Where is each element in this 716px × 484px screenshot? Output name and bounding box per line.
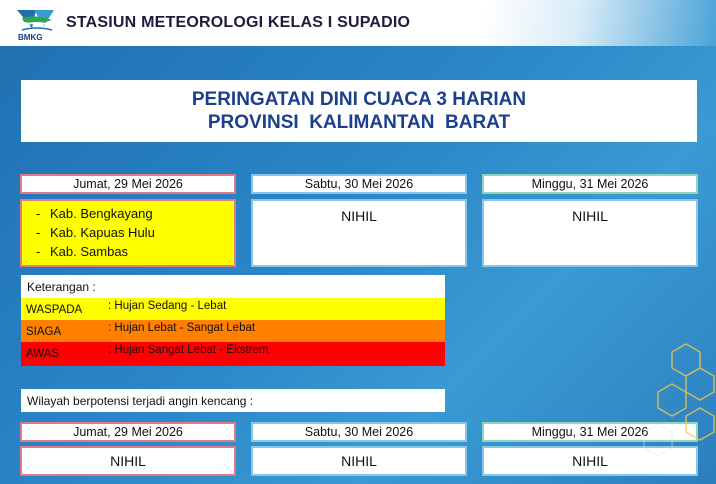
wind-day-header-2: Sabtu, 30 Mei 2026 (251, 422, 467, 442)
day-header-1: Jumat, 29 Mei 2026 (20, 174, 236, 194)
station-name: STASIUN METEOROLOGI KELAS I SUPADIO (66, 14, 411, 31)
region-item: - Kab. Sambas (36, 244, 129, 259)
region-item: - Kab. Bengkayang (36, 206, 153, 221)
warning-cell-day1 (20, 199, 236, 267)
wind-day-header-1: Jumat, 29 Mei 2026 (20, 422, 236, 442)
wind-day-header-3: Minggu, 31 Mei 2026 (482, 422, 698, 442)
legend-row-siaga: SIAGA : Hujan Lebat - Sangat Lebat (21, 320, 445, 342)
title-line-2: PROVINSI KALIMANTAN BARAT (207, 112, 511, 133)
title-line-1: PERINGATAN DINI CUACA 3 HARIAN (191, 89, 527, 110)
warning-cell-day3: NIHIL (482, 199, 698, 267)
wind-cell-day2: NIHIL (251, 446, 467, 476)
logo-text: BMKG (18, 33, 43, 42)
legend-title: Keterangan : (21, 275, 445, 298)
legend-row-waspada: WASPADA : Hujan Sedang - Lebat (21, 298, 445, 320)
page-title (21, 80, 697, 142)
header-bar (0, 0, 716, 46)
day-header-3: Minggu, 31 Mei 2026 (482, 174, 698, 194)
legend (21, 275, 445, 367)
region-item: - Kab. Kapuas Hulu (36, 225, 155, 240)
warning-cell-day2: NIHIL (251, 199, 467, 267)
wind-cell-day3: NIHIL (482, 446, 698, 476)
wind-cell-day1: NIHIL (20, 446, 236, 476)
legend-row-awas: AWAS : Hujan Sangat Lebat - Ekstrem (21, 342, 445, 366)
hexagon-decoration-icon (636, 324, 716, 484)
header-accent (486, 0, 716, 46)
wind-title: Wilayah berpotensi terjadi angin kencang : (21, 389, 445, 412)
day-header-2: Sabtu, 30 Mei 2026 (251, 174, 467, 194)
